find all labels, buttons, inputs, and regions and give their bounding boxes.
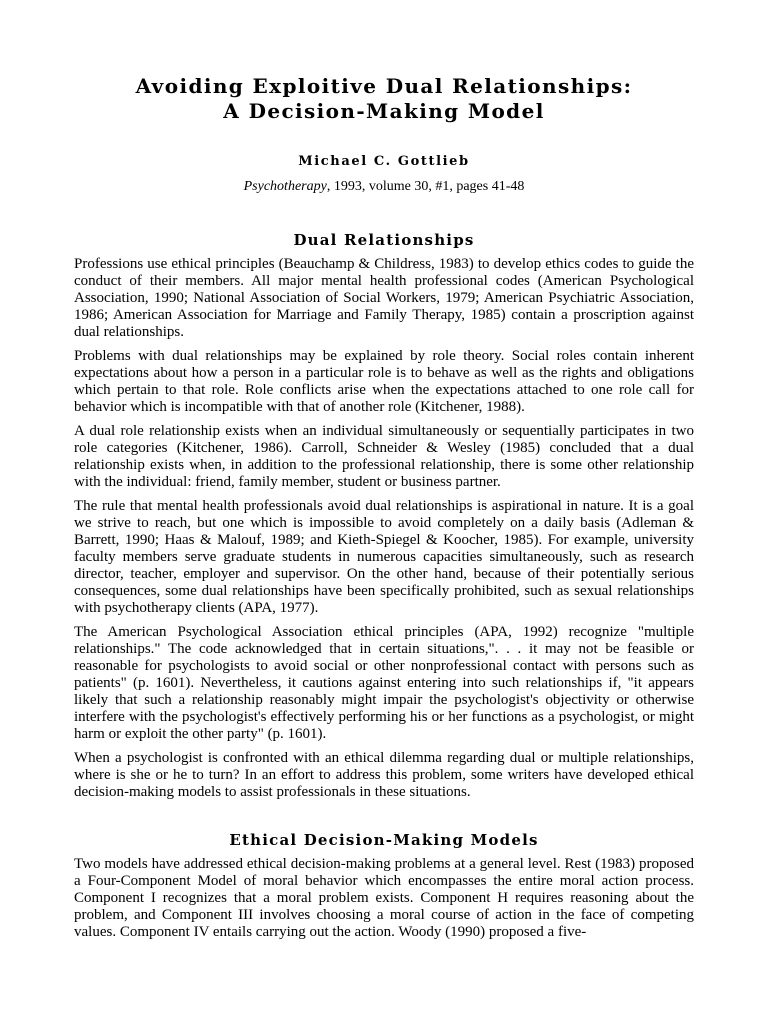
- title-line-1: Avoiding Exploitive Dual Relationships:: [135, 74, 633, 98]
- author-name: Michael C. Gottlieb: [298, 154, 470, 169]
- citation-journal: Psychotherapy: [243, 179, 327, 194]
- document-title: [74, 74, 694, 124]
- citation-details: , 1993, volume 30, #1, pages 41-48: [326, 179, 525, 194]
- paragraph: The American Psychological Association ethical principles (APA, 1992) recognize "multiple relationships." The code acknowledged that in certain situations,". . . it may not be feasible or reasonable for psychologists to avoid social or other nonprofessional contact with persons such as patients" (p. 1601). Nevertheless, it cautions against entering into such relationships if, "it appears likely that such a relationship reasonably might impair the psychologist's objectivity or otherwise interfere with the psychologist's effectively performing his or her functions as a psychologist, or might harm or exploit the other party" (p. 1601).: [74, 624, 694, 742]
- paragraph: Problems with dual relationships may be explained by role theory. Social roles contain inherent expectations about how a person in a particular role is to behave as well as the rights and obligations which pertain to that role. Role conflicts arise when the expectations attached to one role call for behavior which is incompatible with that of another role (Kitchener, 1988).: [74, 348, 694, 415]
- paragraph: The rule that mental health professionals avoid dual relationships is aspirational in nature. It is a goal we strive to reach, but one which is impossible to avoid completely on a daily basis (Adleman & Barrett, 1990; Haas & Malouf, 1989; and Kieth-Spiegel & Koocher, 1985). For example, university faculty members serve graduate students in numerous capacities simultaneously, such as research director, teacher, employer and supervisor. On the other hand, because of their potentially serious consequences, some dual relationships have been specifically prohibited, such as sexual relationships with psychotherapy clients (APA, 1977).: [74, 498, 694, 616]
- section-heading-dual-relationships: Dual Relationships: [293, 231, 475, 249]
- section-heading-ethical-decision-making-models: Ethical Decision-Making Models: [229, 831, 539, 849]
- paragraph: Two models have addressed ethical decision-making problems at a general level. Rest (1983) proposed a Four-Component Model of moral behavior which encompasses the entire moral action process. Component I recognizes that a moral problem exists. Component H requires reasoning about the problem, and Component III involves choosing a moral course of action in the face of competing values. Component IV entails carrying out the action. Woody (1990) proposed a five-: [74, 856, 694, 940]
- paragraph: A dual role relationship exists when an individual simultaneously or sequentially participates in two role categories (Kitchener, 1986). Carroll, Schneider & Wesley (1985) concluded that a dual relationship exists when, in addition to the professional relationship, there is some other relationship with the individual: friend, family member, student or business partner.: [74, 423, 694, 490]
- title-line-2: A Decision-Making Model: [223, 99, 545, 123]
- citation: [74, 178, 694, 195]
- paragraph: When a psychologist is confronted with an ethical dilemma regarding dual or multiple relationships, where is she or he to turn? In an effort to address this problem, some writers have developed ethical decision-making models to assist professionals in these situations.: [74, 750, 694, 800]
- paragraph: Professions use ethical principles (Beauchamp & Childress, 1983) to develop ethics codes to guide the conduct of their members. All major mental health professional codes (American Psychological Association, 1990; National Association of Social Workers, 1979; American Psychiatric Association, 1986; American Association for Marriage and Family Therapy, 1985) contain a proscription against dual relationships.: [74, 256, 694, 340]
